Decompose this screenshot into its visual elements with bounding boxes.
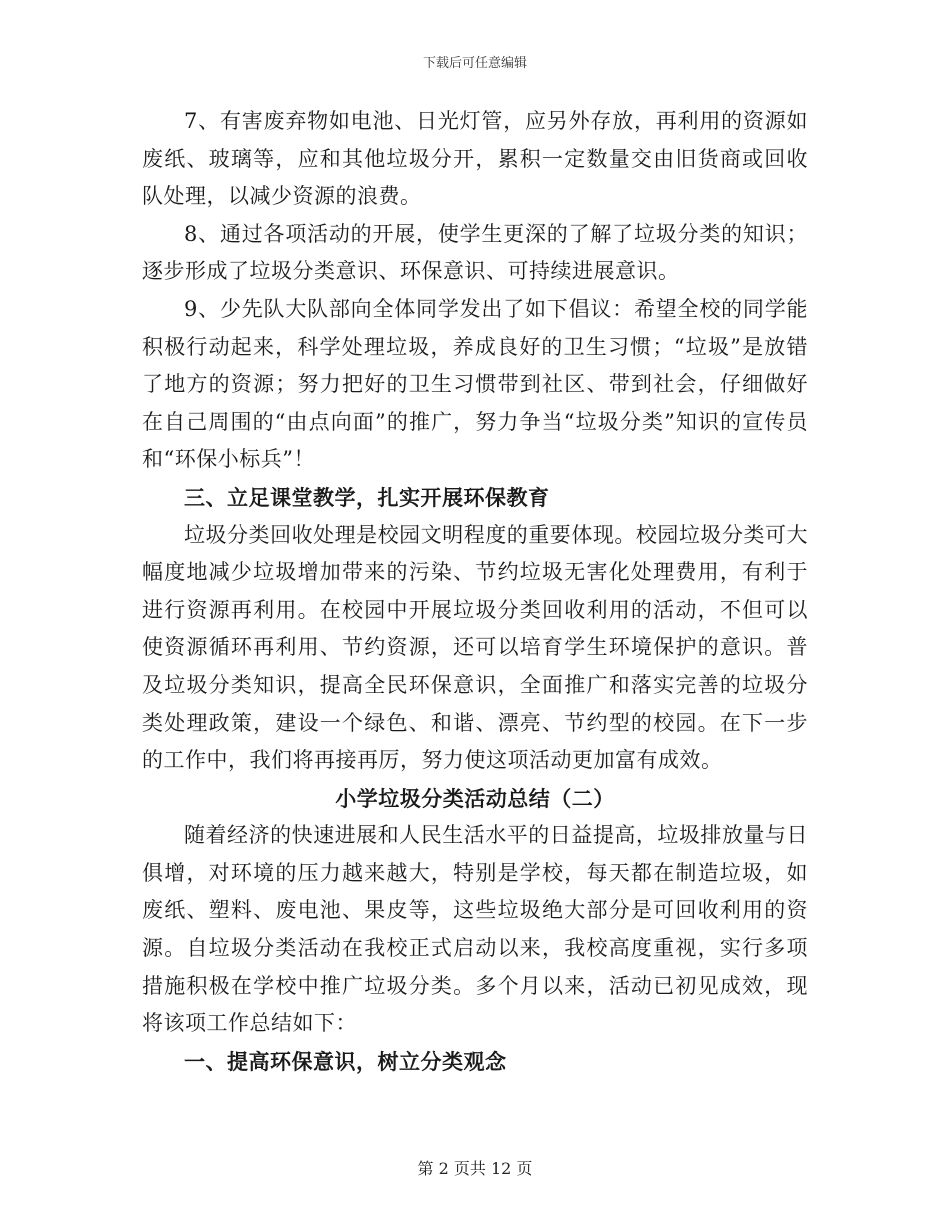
document-body <box>142 103 808 1080</box>
paragraph-item-7: 7、有害废弃物如电池、日光灯管，应另外存放，再利用的资源如废纸、玻璃等，应和其他垃圾分开，累积一定数量交由旧货商或回收队处理，以减少资源的浪费。 <box>142 109 808 209</box>
paragraph-section-3: 垃圾分类回收处理是校园文明程度的重要体现。校园垃圾分类可大幅度地减少垃圾增加带来的污染、节约垃圾无害化处理费用，有利于进行资源再利用。在校园中开展垃圾分类回收利用的活动，不但可以使资源循环再利用、节约资源，还可以培育学生环境保护的意识。普及垃圾分类知识，提高全民环保意识，全面推广和落实完善的垃圾分类处理政策，建设一个绿色、和谐、漂亮、节约型的校园。在下一步的工作中，我们将再接再厉，努力使这项活动更加富有成效。 <box>142 522 808 773</box>
section-heading-1: 一、提高环保意识，树立分类观念 <box>184 1048 507 1074</box>
paragraph-intro: 随着经济的快速进展和人民生活水平的日益提高，垃圾排放量与日俱增，对环境的压力越来越大，特别是学校，每天都在制造垃圾，如废纸、塑料、废电池、果皮等，这些垃圾绝大部分是可回收利用的资源。自垃圾分类活动在我校正式启动以来，我校高度重视，实行多项措施积极在学校中推广垃圾分类。多个月以来，活动已初见成效，现将该项工作总结如下： <box>142 823 808 1036</box>
document-title: 小学垃圾分类活动总结（二） <box>335 785 615 811</box>
paragraph-item-9: 9、少先队大队部向全体同学发出了如下倡议：希望全校的同学能积极行动起来，科学处理垃圾，养成良好的卫生习惯；“垃圾”是放错了地方的资源；努力把好的卫生习惯带到社区、带到社会，仔细做好在自己周围的“由点向面”的推广，努力争当“垃圾分类”知识的宣传员和“环保小标兵”！ <box>142 296 808 472</box>
page-footer: 第 2 页共 12 页 <box>417 1159 533 1178</box>
section-heading-3: 三、立足课堂教学，扎实开展环保教育 <box>184 484 550 510</box>
page-header: 下载后可任意编辑 <box>422 56 527 71</box>
paragraph-item-8: 8、通过各项活动的开展，使学生更深的了解了垃圾分类的知识；逐步形成了垃圾分类意识、环保意识、可持续进展意识。 <box>142 221 808 284</box>
